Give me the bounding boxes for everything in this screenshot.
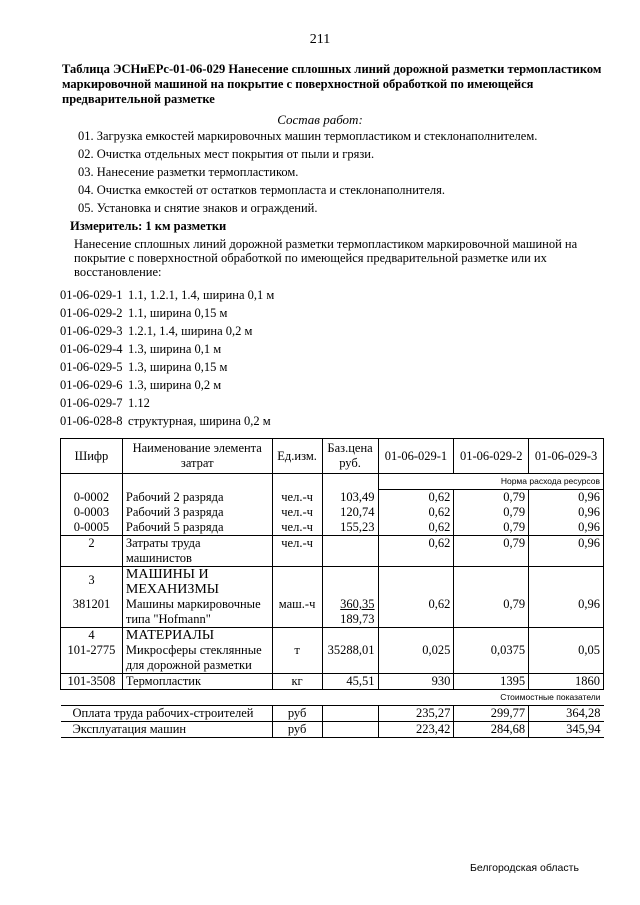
total-row: [61, 706, 604, 722]
cell-price: 45,51: [322, 674, 378, 690]
cell-unit: чел.-ч: [272, 536, 322, 567]
cell-price: 120,74: [322, 505, 378, 520]
cell-code: 0-0005: [61, 520, 123, 536]
total-value: 235,27: [378, 706, 454, 722]
code: 01-06-029-6: [60, 378, 123, 392]
table-row: [61, 597, 604, 628]
section-title: МАТЕРИАЛЫ: [122, 628, 272, 644]
col-header: 01-06-029-2: [454, 439, 529, 474]
total-name: Оплата труда рабочих-строителей: [61, 706, 273, 722]
cell-name: Рабочий 2 разряда: [122, 490, 272, 506]
total-name: Эксплуатация машин: [61, 722, 273, 738]
total-value: 284,68: [454, 722, 529, 738]
section-title: МАШИНЫ И МЕХАНИЗМЫ: [122, 567, 272, 598]
cell-value: 0,79: [454, 536, 529, 567]
table-row: [61, 674, 604, 690]
col-header: Шифр: [61, 439, 123, 474]
cell-value: 1860: [529, 674, 604, 690]
col-header: 01-06-029-1: [378, 439, 454, 474]
code-desc: 1.3, ширина 0,15 м: [128, 360, 228, 374]
cell-value: 0,96: [529, 505, 604, 520]
cell-name: Затраты труда машинистов: [122, 536, 272, 567]
norm-label-row: [61, 474, 604, 490]
code-desc: 1.12: [128, 396, 150, 410]
cell-unit: чел.-ч: [272, 490, 322, 506]
norm-label: Норма расхода ресурсов: [378, 474, 603, 490]
work-item: 01. Загрузка емкостей маркировочных машин термопластиком и стеклонаполнителем.: [78, 129, 538, 143]
cell-value: 1395: [454, 674, 529, 690]
cell-value: 0,79: [454, 520, 529, 536]
cost-label: Стоимостные показатели: [500, 692, 601, 702]
cell-price: 35288,01: [322, 643, 378, 674]
cell-code: 381201: [61, 597, 123, 628]
cell-unit: т: [272, 643, 322, 674]
cell-code: 101-3508: [61, 674, 123, 690]
cost-label-row: [61, 690, 604, 706]
table-header-row: [61, 439, 604, 474]
code-desc: 1.1, ширина 0,15 м: [128, 306, 228, 320]
code: 01-06-029-3: [60, 324, 123, 338]
code: 01-06-029-4: [60, 342, 123, 356]
cell-name: Термопластик: [122, 674, 272, 690]
work-heading: Состав работ:: [277, 112, 363, 127]
col-header: Ед.изм.: [272, 439, 322, 474]
cell-value: 930: [378, 674, 454, 690]
cell-code: 0-0003: [61, 505, 123, 520]
work-item: 05. Установка и снятие знаков и ограждений.: [78, 201, 318, 215]
cell-value: 0,05: [529, 643, 604, 674]
cell-code: 0-0002: [61, 490, 123, 506]
table-row: [61, 520, 604, 536]
total-unit: руб: [272, 722, 322, 738]
table-row: [61, 505, 604, 520]
code-desc: 1.3, ширина 0,2 м: [128, 378, 222, 392]
col-header: Баз.цена руб.: [322, 439, 378, 474]
cell-name: Машины маркировочные типа "Hofmann": [122, 597, 272, 628]
code: 01-06-028-8: [60, 414, 123, 428]
cell-code: 4: [61, 628, 123, 644]
col-header: Наименование элемента затрат: [122, 439, 272, 474]
cell-unit: маш.-ч: [272, 597, 322, 628]
code: 01-06-029-1: [60, 288, 123, 302]
code-row: [60, 358, 600, 376]
cell-value: 0,62: [378, 505, 454, 520]
cell-value: 0,025: [378, 643, 454, 674]
table-row: [61, 536, 604, 567]
cell-value: 0,62: [378, 490, 454, 506]
description: Нанесение сплошных линий дорожной разметки термопластиком маркировочной машиной на покрытие с поверхностной обработкой по имеющейся предварительной разметке или их восстановление:: [74, 237, 578, 279]
total-row: [61, 722, 604, 738]
table-title: Таблица ЭСНиЕРс-01-06-029 Нанесение сплошных линий дорожной разметки термопластиком маркировочной машиной на покрытие с поверхностной обработкой по имеющейся предварительной разметке: [62, 62, 602, 106]
code-row: [60, 340, 600, 358]
cell-value: 0,62: [378, 536, 454, 567]
code-desc: 1.3, ширина 0,1 м: [128, 342, 222, 356]
code: 01-06-029-2: [60, 306, 123, 320]
code-desc: 1.2.1, 1.4, ширина 0,2 м: [128, 324, 253, 338]
code-row: [60, 376, 600, 394]
code-row: [60, 322, 600, 340]
table-row: [61, 490, 604, 506]
cell-price: 103,49: [322, 490, 378, 506]
resource-table: [60, 438, 604, 738]
cell-code: 101-2775: [61, 643, 123, 674]
cell-unit: кг: [272, 674, 322, 690]
total-value: 345,94: [529, 722, 604, 738]
cell-name: Рабочий 3 разряда: [122, 505, 272, 520]
code-row: [60, 412, 600, 430]
code-row: [60, 304, 600, 322]
cell-price: 155,23: [322, 520, 378, 536]
cell-value: 0,79: [454, 490, 529, 506]
work-list: [78, 127, 608, 217]
cell-value: 0,96: [529, 597, 604, 628]
cell-name: Микросферы стеклянные для дорожной разметки: [122, 643, 272, 674]
total-value: 223,42: [378, 722, 454, 738]
cell-code: 3: [61, 567, 123, 598]
cell-value: 0,79: [454, 597, 529, 628]
work-item: 02. Очистка отдельных мест покрытия от пыли и грязи.: [78, 147, 375, 161]
price-secondary: 189,73: [340, 612, 375, 626]
cell-code: 2: [61, 536, 123, 567]
col-header: 01-06-029-3: [529, 439, 604, 474]
cell-value: 0,62: [378, 520, 454, 536]
code-row: [60, 286, 600, 304]
code-desc: структурная, ширина 0,2 м: [128, 414, 271, 428]
cell-unit: чел.-ч: [272, 505, 322, 520]
page-number: 211: [309, 32, 331, 47]
cell-price: [322, 597, 378, 628]
code: 01-06-029-5: [60, 360, 123, 374]
measure-unit: Измеритель: 1 км разметки: [70, 219, 227, 233]
total-value: 299,77: [454, 706, 529, 722]
total-unit: руб: [272, 706, 322, 722]
cell-value: 0,96: [529, 536, 604, 567]
price-primary: 360,35: [340, 597, 375, 611]
cell-value: 0,96: [529, 490, 604, 506]
cell-value: 0,79: [454, 505, 529, 520]
section-row: [61, 567, 604, 598]
code-list: [60, 286, 600, 430]
code: 01-06-029-7: [60, 396, 123, 410]
footer-region: Белгородская область: [470, 862, 579, 874]
code-desc: 1.1, 1.2.1, 1.4, ширина 0,1 м: [128, 288, 275, 302]
work-item: 04. Очистка емкостей от остатков термопласта и стеклонаполнителя.: [78, 183, 446, 197]
table-row: [61, 643, 604, 674]
code-row: [60, 394, 600, 412]
total-value: 364,28: [529, 706, 604, 722]
cell-value: 0,96: [529, 520, 604, 536]
section-row: [61, 628, 604, 644]
cell-value: 0,62: [378, 597, 454, 628]
cell-value: 0,0375: [454, 643, 529, 674]
work-item: 03. Нанесение разметки термопластиком.: [78, 165, 299, 179]
cell-name: Рабочий 5 разряда: [122, 520, 272, 536]
cell-unit: чел.-ч: [272, 520, 322, 536]
